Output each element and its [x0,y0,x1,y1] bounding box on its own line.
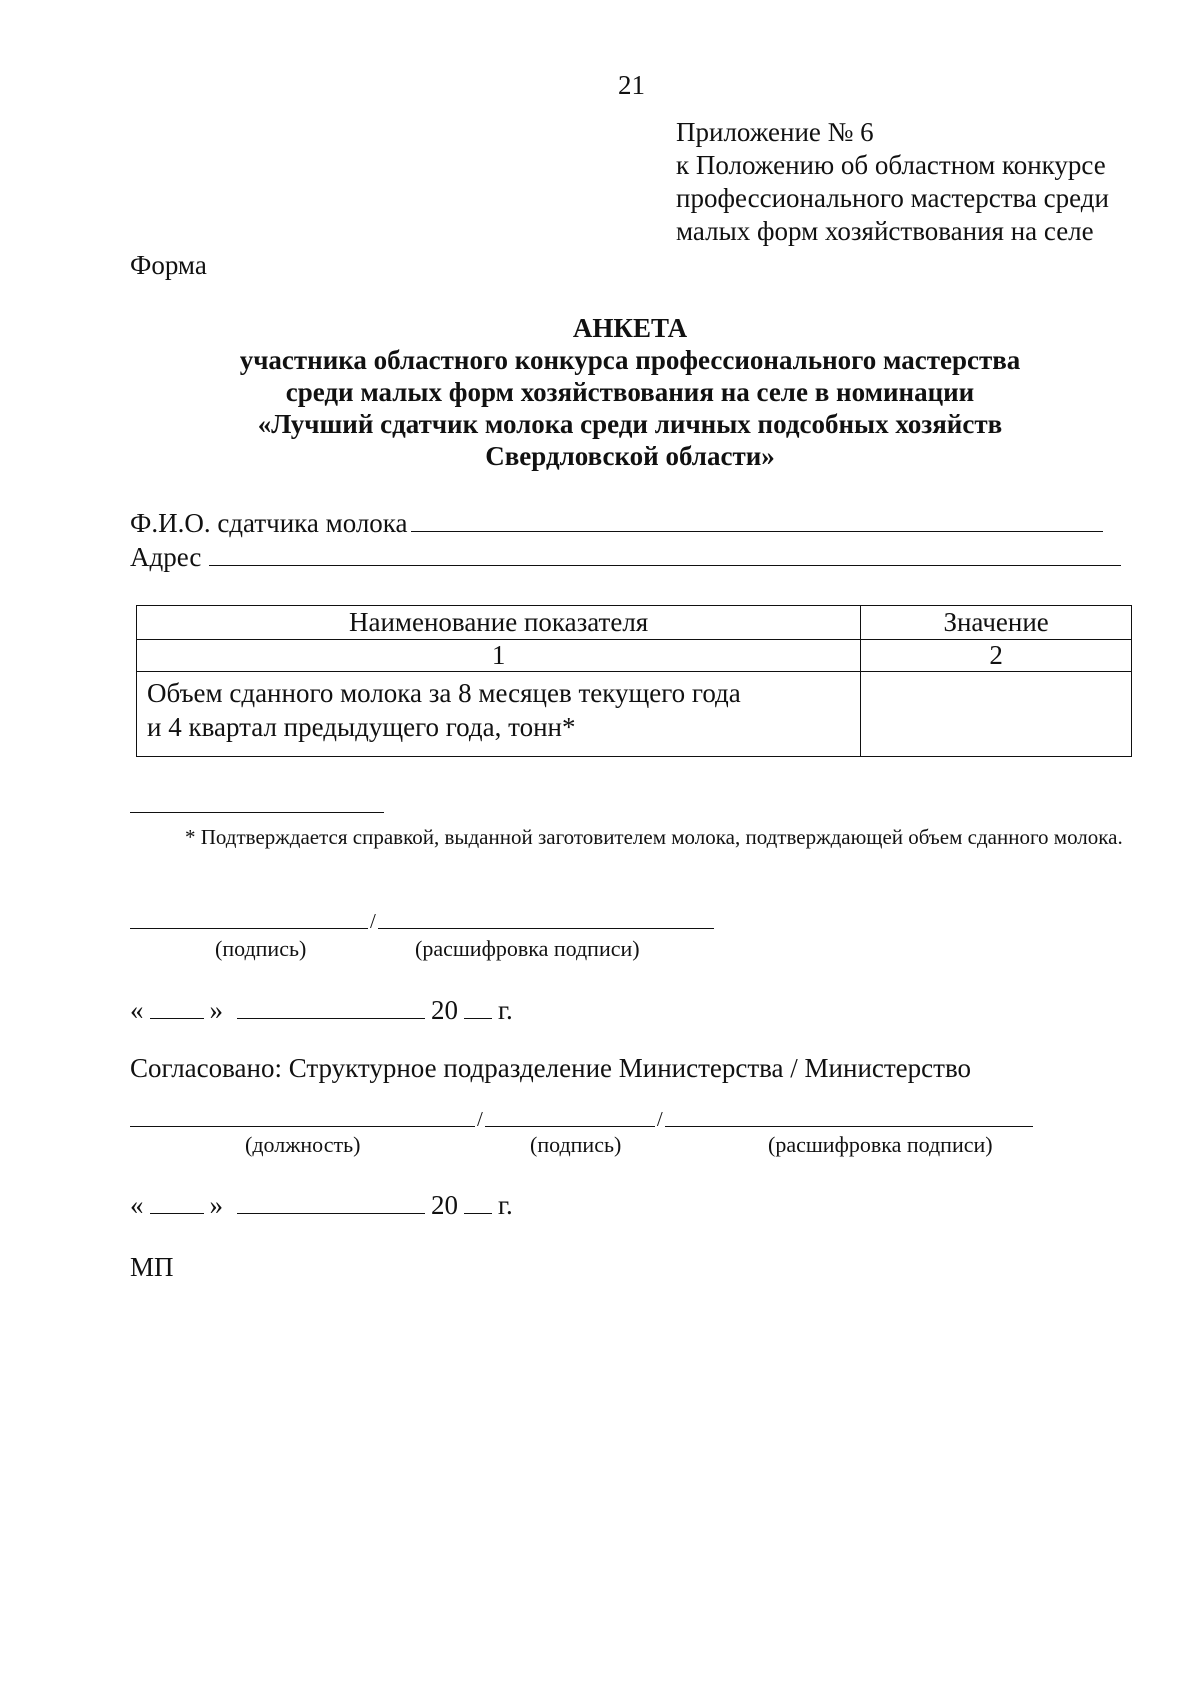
title-line: участника областного конкурса профессионального мастерства [239,345,1021,375]
agreed-signature-line[interactable] [485,1110,655,1127]
date-year-blank[interactable] [464,1017,492,1019]
date-day-blank[interactable] [150,1017,204,1019]
table-number-row [137,640,1132,672]
footnote-divider [130,812,384,813]
title-line: среди малых форм хозяйствования на селе в номинации [285,377,975,407]
footnote: * Подтверждается справкой, выданной заготовителем молока, подтверждающей объем сданного молока. [185,825,1123,849]
position-line[interactable] [130,1110,475,1127]
date-close-quote: » [209,1190,223,1220]
date-month-blank[interactable] [237,1212,425,1214]
appendix-line: Приложение № 6 [676,117,874,147]
date-row [130,995,513,1026]
fio-field [130,508,1103,539]
title-line: Свердловской области» [485,441,775,471]
address-label: Адрес [130,542,202,572]
date-month-blank[interactable] [237,1017,425,1019]
agreed-decoding-line[interactable] [665,1110,1033,1127]
table-row [137,672,1132,757]
table-header-row [137,606,1132,640]
title-line: АНКЕТА [572,313,688,343]
table-header-value: Значение [861,606,1132,640]
appendix-line: к Положению об областном конкурсе [676,150,1106,180]
date-year-prefix: 20 [431,995,458,1025]
caption-decoding: (расшифровка подписи) [768,1132,993,1157]
agreed-signature-lines [130,1107,1033,1131]
indicator-line: Объем сданного молока за 8 месяцев текущего года [147,678,741,708]
date-row [130,1190,513,1221]
date-year-suffix: г. [498,995,513,1025]
signature-line[interactable] [130,912,368,929]
title-line: «Лучший сдатчик молока среди личных подсобных хозяйств [257,409,1003,439]
date-close-quote: » [209,995,223,1025]
date-day-blank[interactable] [150,1212,204,1214]
table-column-number: 2 [861,640,1132,672]
appendix-line: профессионального мастерства среди [676,183,1109,213]
appendix-line: малых форм хозяйствования на селе [676,216,1094,246]
table-column-number: 1 [137,640,861,672]
address-input-line[interactable] [209,564,1121,566]
appendix-reference [676,116,1109,248]
address-field [130,542,1121,573]
date-open-quote: « [130,995,144,1025]
page-number: 21 [618,70,645,100]
table-cell-value[interactable] [861,672,1132,757]
signature-lines [130,909,714,933]
date-open-quote: « [130,1190,144,1220]
fio-label: Ф.И.О. сдатчика молока [130,508,408,538]
agreed-text: Согласовано: Структурное подразделение Министерства / Министерство [130,1053,972,1083]
form-label: Форма [130,250,207,280]
indicator-table [136,605,1132,757]
signature-separator: / [370,909,376,933]
agreed-separator: / [656,1107,663,1131]
document-title [160,312,1100,472]
signature-decoding-line[interactable] [378,912,714,929]
agreed-separator: / [477,1107,483,1131]
caption-decoding: (расшифровка подписи) [415,936,640,961]
fio-input-line[interactable] [411,530,1103,532]
table-header-name: Наименование показателя [137,606,861,640]
caption-position: (должность) [245,1132,361,1157]
date-year-suffix: г. [498,1190,513,1220]
date-year-blank[interactable] [464,1212,492,1214]
caption-signature: (подпись) [215,936,307,961]
stamp-label: МП [130,1252,174,1282]
caption-signature: (подпись) [530,1132,622,1157]
date-year-prefix: 20 [431,1190,458,1220]
table-cell-indicator [137,672,861,757]
indicator-line: и 4 квартал предыдущего года, тонн* [147,712,576,742]
